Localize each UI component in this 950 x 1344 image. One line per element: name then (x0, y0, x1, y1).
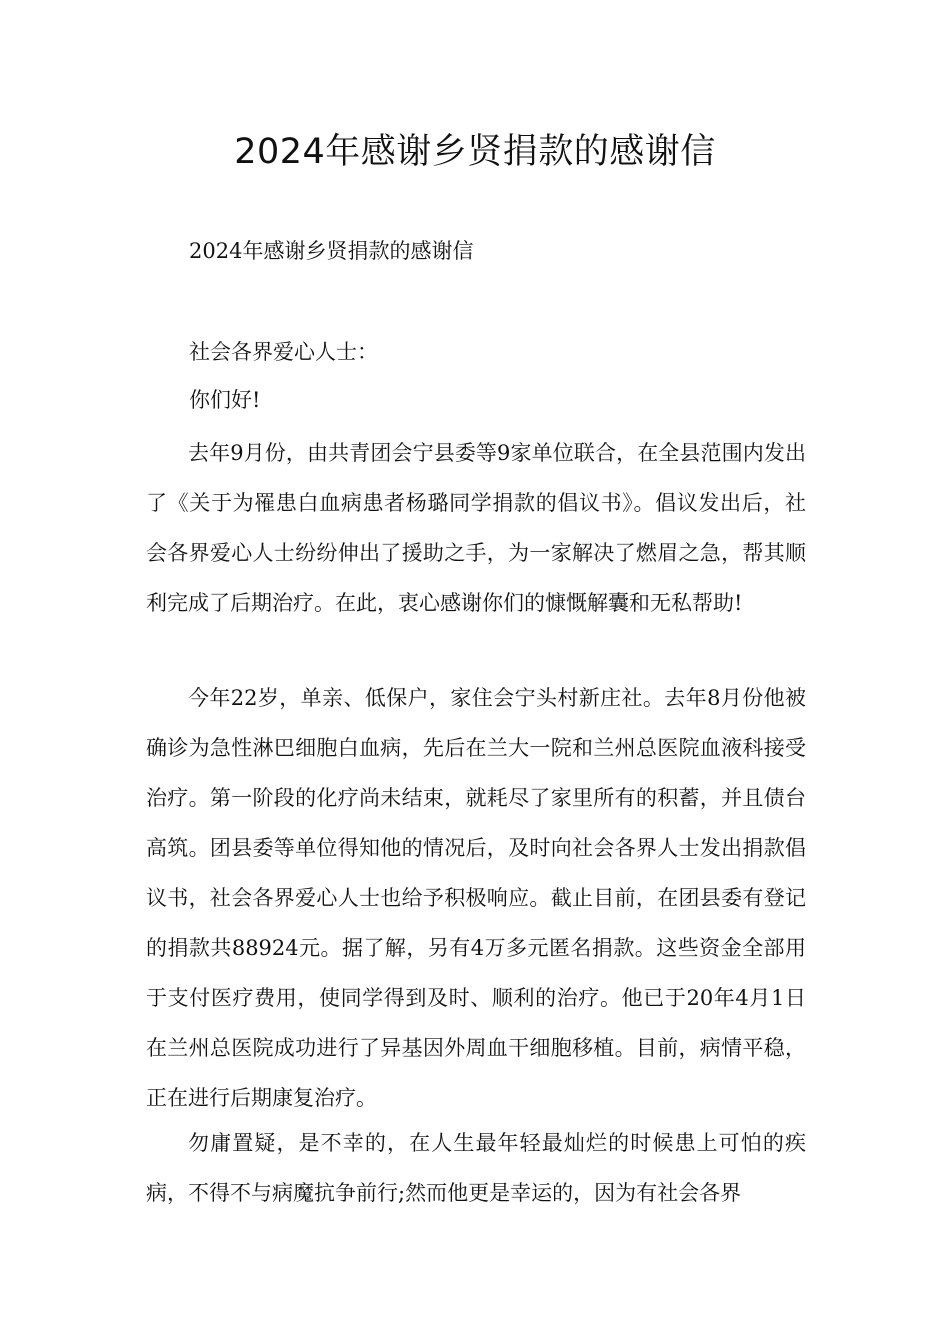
document-subtitle: 2024年感谢乡贤捐款的感谢信 (189, 239, 474, 263)
greeting: 你们好! (189, 388, 261, 412)
body-paragraph: 去年9月份，由共青团会宁县委等9家单位联合，在全县范围内发出了《关于为罹患白血病患者杨璐同学捐款的倡议书》。倡议发出后，社会各界爱心人士纷纷伸出了援助之手，为一家解决了燃眉之急，帮其顺利完成了后期治疗。在此，衷心感谢你们的慷慨解囊和无私帮助! (146, 441, 806, 615)
body-paragraph: 今年22岁，单亲、低保户，家住会宁头村新庄社。去年8月份他被确诊为急性淋巴细胞白血病，先后在兰大一院和兰州总医院血液科接受治疗。第一阶段的化疗尚未结束，就耗尽了家里所有的积蓄，并且债台高筑。团县委等单位得知他的情况后，及时向社会各界人士发出捐款倡议书，社会各界爱心人士也给予积极响应。截止目前，在团县委有登记的捐款共88924元。据了解，另有4万多元匿名捐款。这些资金全部用于支付医疗费用，使同学得到及时、顺利的治疗。他已于20年4月1日在兰州总医院成功进行了异基因外周血干细胞移植。目前，病情平稳，正在进行后期康复治疗。 (146, 686, 806, 1110)
salutation: 社会各界爱心人士： (189, 340, 378, 364)
document-title: 2024年感谢乡贤捐款的感谢信 (234, 132, 716, 172)
body-paragraph: 勿庸置疑，是不幸的，在人生最年轻最灿烂的时候患上可怕的疾病，不得不与病魔抗争前行;然而他更是幸运的，因为有社会各界 (146, 1131, 806, 1205)
